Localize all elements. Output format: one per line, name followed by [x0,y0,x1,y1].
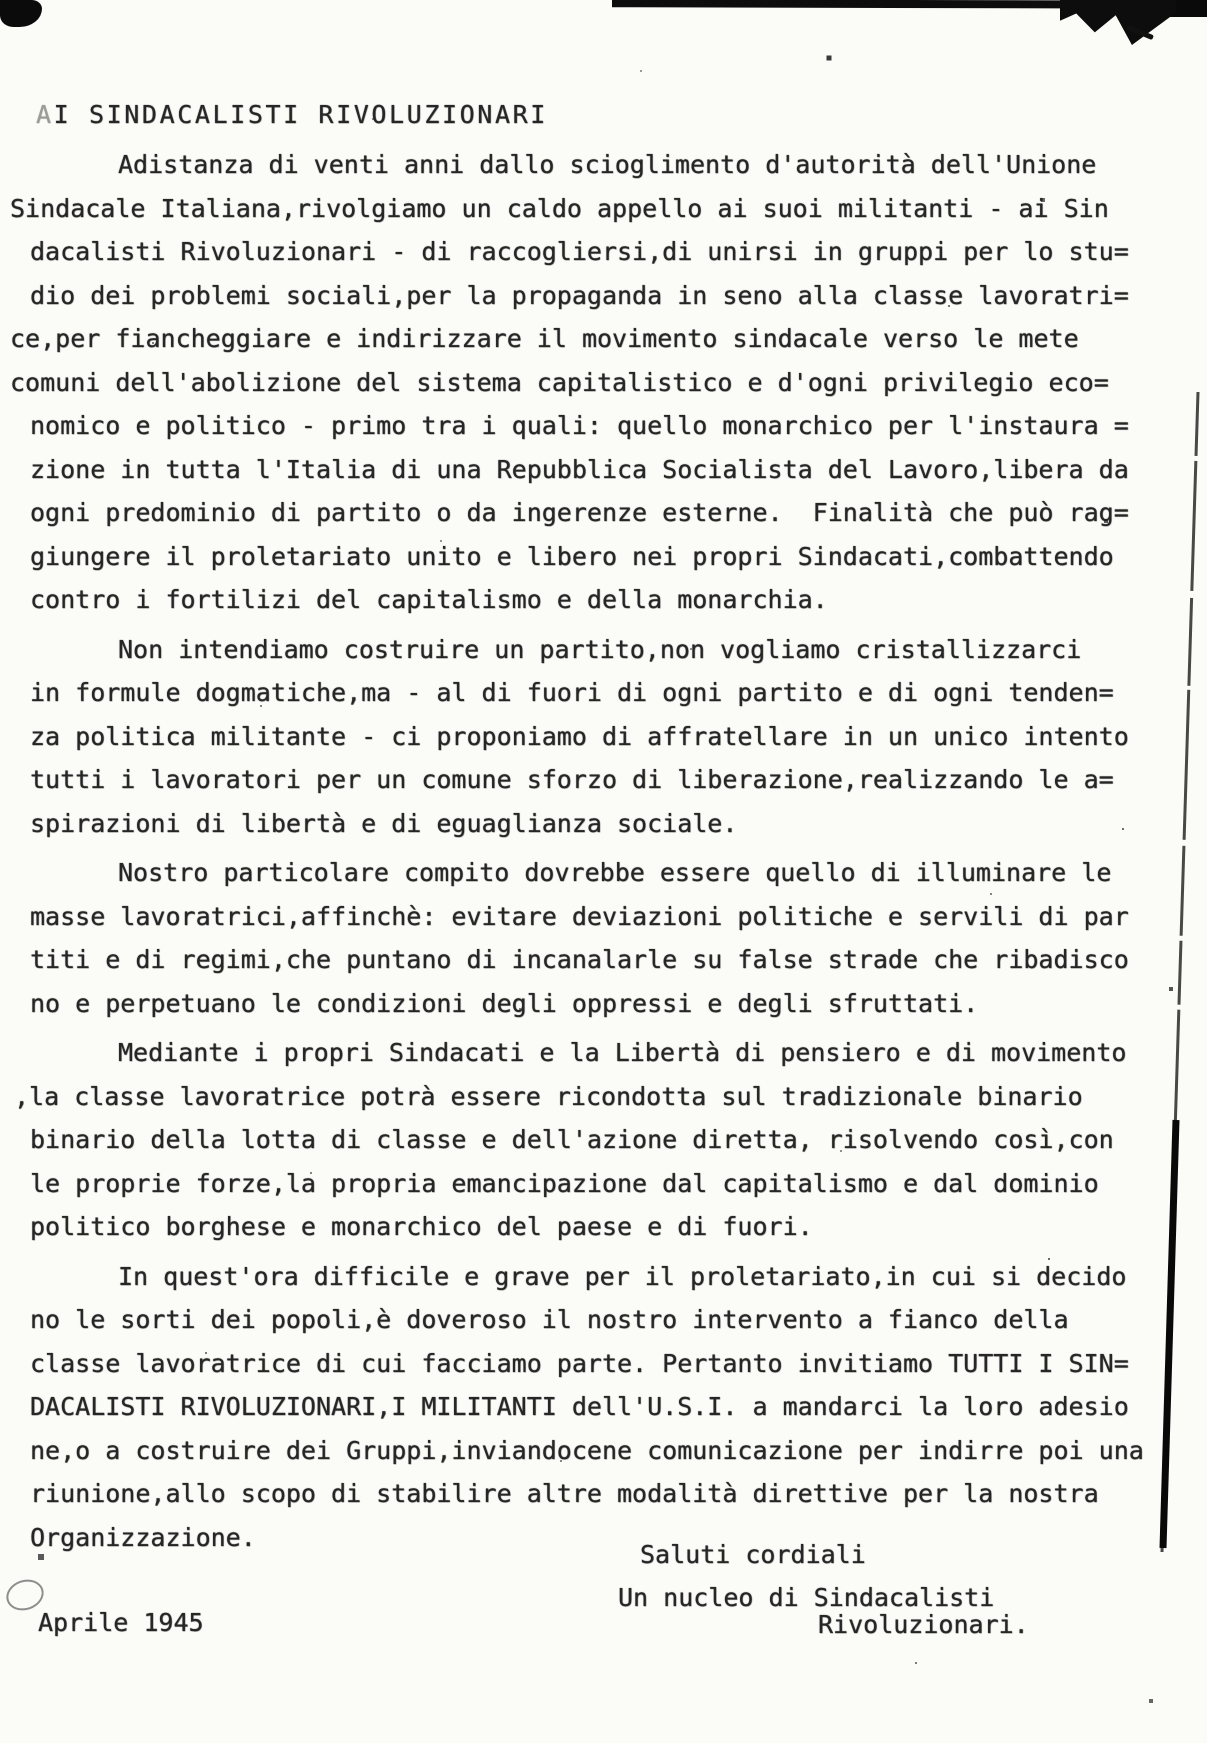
text-line: Adistanza di venti anni dallo scioglimento d'autorità dell'Unione [118,150,1097,179]
signature-line-1: Un nucleo di Sindacalisti [618,1583,995,1612]
text-line: classe lavoratrice di cui facciamo parte. Pertanto invitiamo TUTTI I SIN= [30,1348,1129,1378]
paragraph-4 [14,1031,1180,1249]
paragraph-3 [30,851,1180,1025]
text-line: ogni predominio di partito o da ingerenze esterne. Finalità che può rag= [30,498,1129,527]
signature-line-2: Rivoluzionari. [818,1610,1029,1639]
text-line: masse lavoratrici,affinchè: evitare deviazioni politiche e servili di par [30,901,1129,931]
paragraph-5 [30,1255,1180,1560]
document-date: Aprile 1945 [38,1608,204,1637]
document-body [10,143,1180,1559]
text-line: binario della lotta di classe e dell'azione diretta, risolvendo così,con [30,1125,1114,1154]
text-line: riunione,allo scopo di stabilire altre modalità direttive per la nostra [30,1479,1099,1508]
text-line: Organizzazione. [30,1522,256,1552]
text-line: le proprie forze,la propria emancipazione dal capitalismo e dal dominio [30,1168,1099,1198]
text-line: ,la classe lavoratrice potrà essere ricondotta sul tradizionale binario [14,1081,1083,1111]
text-line: spirazioni di libertà e di eguaglianza sociale. [30,808,738,838]
text-line: ne,o a costruire dei Gruppi,inviandocene comunicazione per indirre poi una [30,1435,1144,1465]
text-line: contro i fortilizi del capitalismo e della monarchia. [30,585,828,614]
text-line: in formule dogmatiche,ma - al di fuori di ogni partito e di ogni tenden= [30,678,1114,707]
closing-salutation: Saluti cordiali [640,1540,866,1569]
text-line: Mediante i propri Sindacati e la Libertà di pensiero e di movimento [118,1038,1127,1067]
text-line: za politica militante - ci proponiamo di affratellare in un unico intento [30,721,1129,751]
text-line: In quest'ora difficile e grave per il proletariato,in cui si decido [118,1261,1127,1291]
text-line: nomico e politico - primo tra i quali: quello monarchico per l'instaura = [30,411,1129,440]
document-title: AI SINDACALISTI RIVOLUZIONARI [36,100,548,129]
paragraph-1 [10,143,1180,622]
text-line: giungere il proletariato unito e libero nei propri Sindacati,combattendo [30,541,1114,571]
text-line: Non intendiamo costruire un partito,non vogliamo cristallizzarci [118,634,1082,664]
text-line: no le sorti dei popoli,è doveroso il nostro intervento a fianco della [30,1305,1069,1334]
text-line: zione in tutta l'Italia di una Repubblica Socialista del Lavoro,libera da [30,454,1129,484]
text-line: Sindacale Italiana,rivolgiamo un caldo appello ai suoi militanti - ai Sin [10,193,1109,223]
text-line: ce,per fiancheggiare e indirizzare il movimento sindacale verso le mete [10,324,1079,353]
text-line: dio dei problemi sociali,per la propaganda in seno alla classe lavoratri= [30,280,1129,310]
text-line: tutti i lavoratori per un comune sforzo di liberazione,realizzando le a= [30,765,1114,794]
text-line: no e perpetuano le condizioni degli oppressi e degli sfruttati. [30,988,979,1018]
text-line: DACALISTI RIVOLUZIONARI,I MILITANTI dell'U.S.I. a mandarci la loro adesio [30,1392,1129,1421]
text-line: titi e di regimi,che puntano di incanalarle su false strade che ribadisco [30,945,1129,974]
scan-artifact-top-left-blob [0,0,42,27]
text-line: Nostro particolare compito dovrebbe essere quello di illuminare le [118,858,1112,887]
text-line: dacalisti Rivoluzionari - di raccogliersi,di unirsi in gruppi per lo stu= [30,237,1129,266]
paragraph-2 [30,628,1180,846]
text-line: comuni dell'abolizione del sistema capitalistico e d'ogni privilegio eco= [10,367,1109,397]
text-line: politico borghese e monarchico del paese e di fuori. [30,1212,813,1241]
scan-artifact-top-right-wedge [1060,0,1176,45]
